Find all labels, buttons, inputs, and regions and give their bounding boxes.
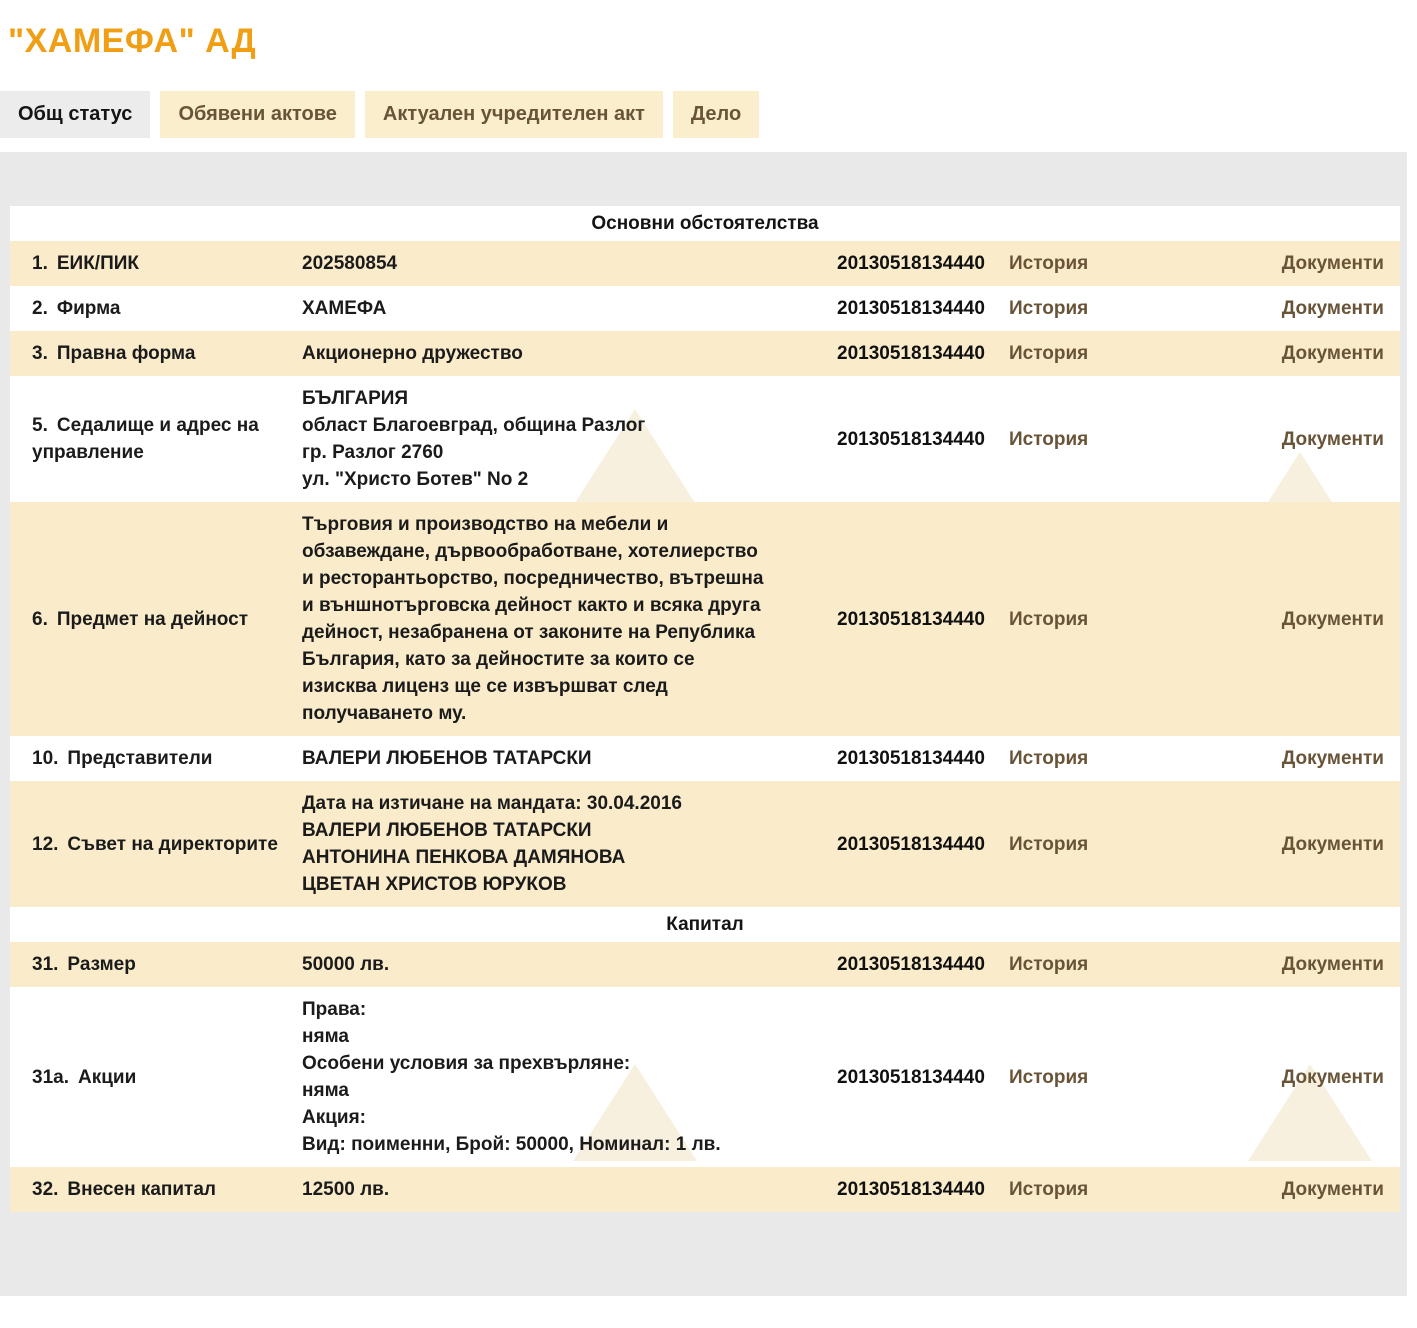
row-label-cell bbox=[10, 951, 302, 978]
row-value-cell bbox=[302, 745, 837, 772]
row-label-cell bbox=[10, 606, 302, 633]
row-value-cell bbox=[302, 996, 837, 1158]
documents-cell bbox=[1129, 951, 1400, 978]
table-row bbox=[10, 376, 1400, 502]
row-value-line: ВАЛЕРИ ЛЮБЕНОВ ТАТАРСКИ bbox=[302, 820, 592, 841]
history-link[interactable]: История bbox=[1009, 1066, 1089, 1088]
history-link[interactable]: История bbox=[1009, 298, 1089, 319]
row-value-cell bbox=[302, 385, 837, 493]
history-link[interactable]: История bbox=[1009, 748, 1089, 769]
row-value-line: Вид: поименни, Брой: 50000, Номинал: 1 лв. bbox=[302, 1134, 721, 1155]
tab-obsht-status[interactable]: Общ статус bbox=[0, 91, 150, 138]
row-timestamp: 20130518134440 bbox=[837, 608, 985, 630]
history-link[interactable]: История bbox=[1009, 608, 1089, 630]
row-label-cell bbox=[10, 412, 302, 466]
row-value-cell bbox=[302, 340, 837, 367]
row-value-line: ЦВЕТАН ХРИСТОВ ЮРУКОВ bbox=[302, 874, 567, 895]
row-timestamp: 20130518134440 bbox=[837, 833, 985, 855]
row-number: 31. bbox=[32, 954, 59, 975]
row-label: Съвет на директорите bbox=[67, 833, 278, 855]
row-timestamp: 20130518134440 bbox=[837, 298, 985, 319]
history-cell bbox=[1009, 295, 1129, 322]
history-link[interactable]: История bbox=[1009, 253, 1089, 274]
history-link[interactable]: История bbox=[1009, 833, 1089, 855]
row-timestamp: 20130518134440 bbox=[837, 1179, 985, 1200]
documents-link[interactable]: Документи bbox=[1281, 253, 1384, 274]
documents-link[interactable]: Документи bbox=[1281, 748, 1384, 769]
row-value-cell bbox=[302, 511, 837, 727]
tab-delo[interactable]: Дело bbox=[673, 91, 759, 138]
history-cell bbox=[1009, 606, 1129, 633]
documents-link[interactable]: Документи bbox=[1281, 608, 1384, 630]
tab-aktualen-uchreditelen-akt[interactable]: Актуален учредителен акт bbox=[365, 91, 663, 138]
row-timestamp: 20130518134440 bbox=[837, 748, 985, 769]
row-number: 1. bbox=[32, 253, 48, 274]
row-value-line: Дата на изтичане на мандата: 30.04.2016 bbox=[302, 793, 682, 814]
section-title: Капитал bbox=[666, 914, 744, 935]
history-cell bbox=[1009, 1176, 1129, 1203]
table-row bbox=[10, 286, 1400, 331]
table-row bbox=[10, 987, 1400, 1167]
row-value-cell bbox=[302, 790, 837, 898]
row-timestamp: 20130518134440 bbox=[837, 253, 985, 274]
documents-cell bbox=[1129, 250, 1400, 277]
tab-obyaveni-aktove[interactable]: Обявени актове bbox=[160, 91, 354, 138]
history-cell bbox=[1009, 1064, 1129, 1091]
row-value-line: Особени условия за прехвърляне: bbox=[302, 1053, 631, 1074]
row-value-cell bbox=[302, 951, 837, 978]
history-cell bbox=[1009, 340, 1129, 367]
documents-cell bbox=[1129, 831, 1400, 858]
row-label: Седалище и адрес на управление bbox=[32, 415, 259, 463]
row-value-line: и външнотърговска дейност както и всяка друга bbox=[302, 595, 761, 616]
row-value-line: гр. Разлог 2760 bbox=[302, 442, 444, 463]
row-number: 6. bbox=[32, 608, 48, 630]
row-number: 32. bbox=[32, 1179, 59, 1200]
table-row bbox=[10, 781, 1400, 907]
row-value-line: Права: bbox=[302, 999, 367, 1020]
register-table bbox=[10, 206, 1400, 1212]
row-value-line: ВАЛЕРИ ЛЮБЕНОВ ТАТАРСКИ bbox=[302, 748, 592, 769]
row-label: Предмет на дейност bbox=[56, 608, 249, 630]
documents-link[interactable]: Документи bbox=[1281, 954, 1384, 975]
documents-link[interactable]: Документи bbox=[1281, 298, 1384, 319]
row-timestamp: 20130518134440 bbox=[837, 1066, 985, 1088]
row-value-line: БЪЛГАРИЯ bbox=[302, 388, 409, 409]
history-link[interactable]: История bbox=[1009, 1179, 1089, 1200]
row-value-line: 50000 лв. bbox=[302, 954, 390, 975]
table-row bbox=[10, 736, 1400, 781]
tab-bar bbox=[0, 91, 769, 138]
history-cell bbox=[1009, 250, 1129, 277]
documents-cell bbox=[1129, 295, 1400, 322]
row-value-line: дейност, незабранена от законите на Република bbox=[302, 622, 756, 643]
history-cell bbox=[1009, 951, 1129, 978]
documents-cell bbox=[1129, 1176, 1400, 1203]
row-label-cell bbox=[10, 745, 302, 772]
row-label-cell bbox=[10, 340, 302, 367]
section-header bbox=[10, 206, 1400, 241]
table-row bbox=[10, 942, 1400, 987]
row-number: 3. bbox=[32, 343, 48, 364]
documents-link[interactable]: Документи bbox=[1281, 833, 1384, 855]
table-row bbox=[10, 1167, 1400, 1212]
section-title: Основни обстоятелства bbox=[591, 213, 819, 234]
row-value-line: изисква лиценз ще се извършват след bbox=[302, 676, 668, 697]
history-link[interactable]: История bbox=[1009, 428, 1089, 450]
section-header bbox=[10, 907, 1400, 942]
row-label-cell bbox=[10, 295, 302, 322]
row-label: Фирма bbox=[56, 298, 121, 319]
row-value-line: получаването му. bbox=[302, 703, 467, 724]
row-number: 31а. bbox=[32, 1066, 69, 1088]
row-timestamp: 20130518134440 bbox=[837, 428, 985, 450]
company-title: "ХАМЕФА" АД bbox=[8, 22, 257, 60]
history-link[interactable]: История bbox=[1009, 343, 1089, 364]
row-value-line: и ресторантьорство, посредничество, вътрешна bbox=[302, 568, 764, 589]
row-value-line: 12500 лв. bbox=[302, 1179, 390, 1200]
row-value-line: няма bbox=[302, 1026, 349, 1047]
row-label: Акции bbox=[77, 1066, 137, 1088]
documents-cell bbox=[1129, 1064, 1400, 1091]
documents-link[interactable]: Документи bbox=[1281, 1179, 1384, 1200]
row-value-line: ХАМЕФА bbox=[302, 298, 387, 319]
history-cell bbox=[1009, 745, 1129, 772]
table-row bbox=[10, 502, 1400, 736]
row-label-cell bbox=[10, 250, 302, 277]
row-label: ЕИК/ПИК bbox=[56, 253, 139, 274]
row-value-cell bbox=[302, 250, 837, 277]
history-link[interactable]: История bbox=[1009, 954, 1089, 975]
history-cell bbox=[1009, 831, 1129, 858]
documents-link[interactable]: Документи bbox=[1281, 1066, 1384, 1088]
row-value-cell bbox=[302, 1176, 837, 1203]
row-number: 12. bbox=[32, 833, 59, 855]
documents-cell bbox=[1129, 745, 1400, 772]
row-value-cell bbox=[302, 295, 837, 322]
row-number: 5. bbox=[32, 415, 48, 436]
documents-link[interactable]: Документи bbox=[1281, 428, 1384, 450]
row-value-line: АНТОНИНА ПЕНКОВА ДАМЯНОВА bbox=[302, 847, 626, 868]
row-label: Внесен капитал bbox=[67, 1179, 216, 1200]
documents-cell bbox=[1129, 340, 1400, 367]
row-value-line: 202580854 bbox=[302, 253, 398, 274]
row-label: Представители bbox=[67, 748, 213, 769]
row-timestamp: 20130518134440 bbox=[837, 343, 985, 364]
row-label-cell bbox=[10, 831, 302, 858]
row-value-line: България, като за дейностите за които се bbox=[302, 649, 695, 670]
row-value-line: ул. "Христо Ботев" No 2 bbox=[302, 469, 529, 490]
row-label: Размер bbox=[67, 954, 136, 975]
content-panel bbox=[0, 152, 1407, 1296]
row-label-cell bbox=[10, 1176, 302, 1203]
history-cell bbox=[1009, 426, 1129, 453]
row-value-line: Акция: bbox=[302, 1107, 367, 1128]
row-value-line: няма bbox=[302, 1080, 349, 1101]
row-value-line: Акционерно дружество bbox=[302, 343, 523, 364]
row-label: Правна форма bbox=[56, 343, 196, 364]
row-timestamp: 20130518134440 bbox=[837, 954, 985, 975]
row-value-line: Търговия и производство на мебели и bbox=[302, 514, 669, 535]
documents-cell bbox=[1129, 426, 1400, 453]
table-row bbox=[10, 331, 1400, 376]
row-number: 2. bbox=[32, 298, 48, 319]
table-row bbox=[10, 241, 1400, 286]
row-label-cell bbox=[10, 1064, 302, 1091]
documents-link[interactable]: Документи bbox=[1281, 343, 1384, 364]
documents-cell bbox=[1129, 606, 1400, 633]
row-number: 10. bbox=[32, 748, 59, 769]
row-value-line: обзавеждане, дървообработване, хотелиерство bbox=[302, 541, 758, 562]
row-value-line: област Благоевград, община Разлог bbox=[302, 415, 646, 436]
